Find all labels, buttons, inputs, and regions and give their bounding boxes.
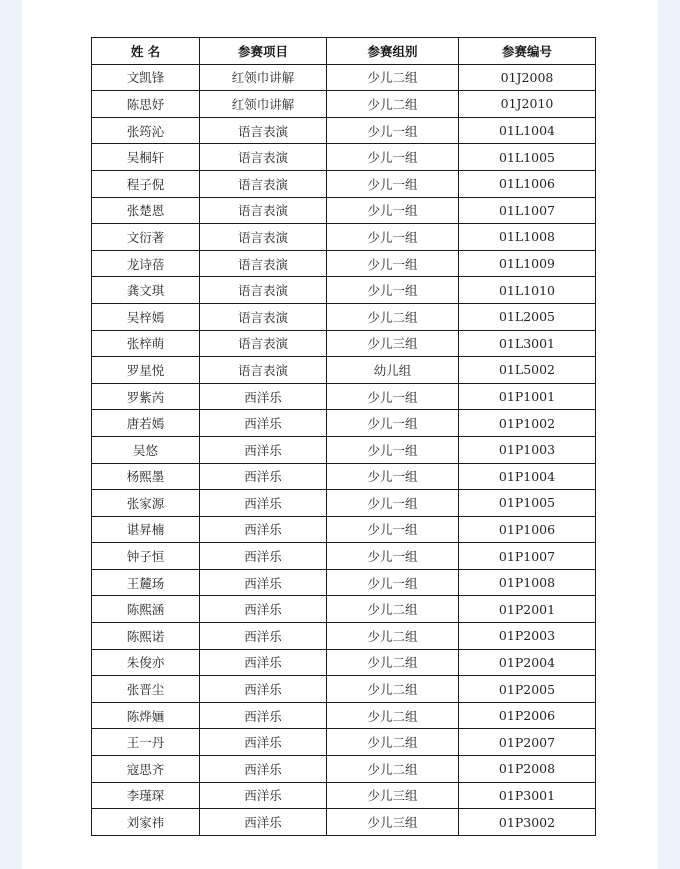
cell-number: 01P1006 bbox=[459, 516, 596, 543]
cell-number: 01P1005 bbox=[459, 490, 596, 517]
header-event: 参赛项目 bbox=[200, 38, 327, 65]
cell-name: 唐若嫣 bbox=[92, 410, 200, 437]
cell-group: 少儿三组 bbox=[327, 330, 459, 357]
cell-name: 陈烨婳 bbox=[92, 702, 200, 729]
cell-event: 语言表演 bbox=[200, 303, 327, 330]
cell-number: 01L1009 bbox=[459, 250, 596, 277]
header-name: 姓 名 bbox=[92, 38, 200, 65]
cell-name: 谌昇楠 bbox=[92, 516, 200, 543]
cell-event: 西洋乐 bbox=[200, 410, 327, 437]
cell-name: 钟子恒 bbox=[92, 543, 200, 570]
table-row bbox=[92, 623, 596, 650]
cell-event: 西洋乐 bbox=[200, 543, 327, 570]
cell-event: 红领巾讲解 bbox=[200, 64, 327, 91]
cell-number: 01P2008 bbox=[459, 756, 596, 783]
cell-name: 罗星悦 bbox=[92, 357, 200, 384]
cell-name: 陈熙诺 bbox=[92, 623, 200, 650]
table-row bbox=[92, 330, 596, 357]
table-row bbox=[92, 702, 596, 729]
cell-group: 少儿一组 bbox=[327, 170, 459, 197]
table-row bbox=[92, 569, 596, 596]
cell-number: 01P1003 bbox=[459, 436, 596, 463]
cell-group: 少儿一组 bbox=[327, 490, 459, 517]
cell-name: 李瑾琛 bbox=[92, 782, 200, 809]
table-header-row bbox=[92, 38, 596, 65]
table-row bbox=[92, 596, 596, 623]
table-row bbox=[92, 170, 596, 197]
cell-name: 程子倪 bbox=[92, 170, 200, 197]
cell-name: 张家源 bbox=[92, 490, 200, 517]
cell-event: 西洋乐 bbox=[200, 383, 327, 410]
cell-number: 01P2001 bbox=[459, 596, 596, 623]
table-row bbox=[92, 490, 596, 517]
cell-event: 西洋乐 bbox=[200, 676, 327, 703]
cell-number: 01P2005 bbox=[459, 676, 596, 703]
cell-number: 01L1004 bbox=[459, 117, 596, 144]
table-row bbox=[92, 224, 596, 251]
cell-name: 文凯锋 bbox=[92, 64, 200, 91]
cell-group: 少儿二组 bbox=[327, 596, 459, 623]
cell-number: 01P1008 bbox=[459, 569, 596, 596]
cell-group: 少儿一组 bbox=[327, 277, 459, 304]
cell-event: 西洋乐 bbox=[200, 490, 327, 517]
table-row bbox=[92, 782, 596, 809]
table-row bbox=[92, 649, 596, 676]
cell-number: 01L3001 bbox=[459, 330, 596, 357]
cell-group: 少儿三组 bbox=[327, 782, 459, 809]
cell-group: 少儿二组 bbox=[327, 303, 459, 330]
cell-group: 少儿一组 bbox=[327, 516, 459, 543]
cell-event: 西洋乐 bbox=[200, 729, 327, 756]
table-row bbox=[92, 303, 596, 330]
cell-event: 西洋乐 bbox=[200, 623, 327, 650]
cell-number: 01L1010 bbox=[459, 277, 596, 304]
cell-number: 01P3001 bbox=[459, 782, 596, 809]
cell-name: 张梓萌 bbox=[92, 330, 200, 357]
cell-event: 语言表演 bbox=[200, 197, 327, 224]
cell-name: 陈思妤 bbox=[92, 91, 200, 118]
cell-name: 寇思齐 bbox=[92, 756, 200, 783]
cell-event: 西洋乐 bbox=[200, 702, 327, 729]
cell-name: 张晋尘 bbox=[92, 676, 200, 703]
cell-event: 西洋乐 bbox=[200, 436, 327, 463]
table-row bbox=[92, 516, 596, 543]
cell-event: 语言表演 bbox=[200, 170, 327, 197]
table-row bbox=[92, 809, 596, 836]
cell-group: 少儿一组 bbox=[327, 410, 459, 437]
cell-event: 语言表演 bbox=[200, 144, 327, 171]
table-row bbox=[92, 117, 596, 144]
cell-group: 少儿二组 bbox=[327, 729, 459, 756]
cell-name: 陈熙涵 bbox=[92, 596, 200, 623]
table-row bbox=[92, 756, 596, 783]
cell-event: 西洋乐 bbox=[200, 596, 327, 623]
cell-name: 张筠沁 bbox=[92, 117, 200, 144]
header-number: 参赛编号 bbox=[459, 38, 596, 65]
participant-table bbox=[91, 37, 596, 836]
cell-event: 语言表演 bbox=[200, 277, 327, 304]
cell-group: 少儿一组 bbox=[327, 463, 459, 490]
cell-name: 张楚恩 bbox=[92, 197, 200, 224]
table-row bbox=[92, 277, 596, 304]
cell-group: 少儿二组 bbox=[327, 702, 459, 729]
table-body bbox=[92, 64, 596, 835]
cell-number: 01L5002 bbox=[459, 357, 596, 384]
cell-name: 朱俊亦 bbox=[92, 649, 200, 676]
cell-event: 语言表演 bbox=[200, 330, 327, 357]
cell-name: 罗紫芮 bbox=[92, 383, 200, 410]
cell-group: 幼儿组 bbox=[327, 357, 459, 384]
table-row bbox=[92, 250, 596, 277]
cell-name: 吴桐轩 bbox=[92, 144, 200, 171]
cell-number: 01P2006 bbox=[459, 702, 596, 729]
cell-number: 01P1007 bbox=[459, 543, 596, 570]
cell-number: 01L1008 bbox=[459, 224, 596, 251]
table-row bbox=[92, 463, 596, 490]
cell-event: 语言表演 bbox=[200, 357, 327, 384]
cell-event: 西洋乐 bbox=[200, 649, 327, 676]
cell-name: 杨熙墨 bbox=[92, 463, 200, 490]
cell-number: 01P2007 bbox=[459, 729, 596, 756]
cell-event: 红领巾讲解 bbox=[200, 91, 327, 118]
cell-number: 01L2005 bbox=[459, 303, 596, 330]
cell-event: 西洋乐 bbox=[200, 463, 327, 490]
cell-group: 少儿二组 bbox=[327, 623, 459, 650]
cell-number: 01P1002 bbox=[459, 410, 596, 437]
cell-event: 西洋乐 bbox=[200, 809, 327, 836]
table-row bbox=[92, 64, 596, 91]
cell-number: 01L1005 bbox=[459, 144, 596, 171]
cell-name: 文衍著 bbox=[92, 224, 200, 251]
cell-group: 少儿二组 bbox=[327, 756, 459, 783]
cell-group: 少儿一组 bbox=[327, 569, 459, 596]
cell-number: 01P1004 bbox=[459, 463, 596, 490]
cell-event: 语言表演 bbox=[200, 117, 327, 144]
table-row bbox=[92, 436, 596, 463]
cell-event: 西洋乐 bbox=[200, 516, 327, 543]
table-row bbox=[92, 91, 596, 118]
cell-number: 01P2003 bbox=[459, 623, 596, 650]
cell-name: 吴梓嫣 bbox=[92, 303, 200, 330]
table-row bbox=[92, 410, 596, 437]
cell-event: 西洋乐 bbox=[200, 569, 327, 596]
cell-group: 少儿一组 bbox=[327, 436, 459, 463]
cell-number: 01P1001 bbox=[459, 383, 596, 410]
header-group: 参赛组别 bbox=[327, 38, 459, 65]
table-row bbox=[92, 197, 596, 224]
cell-group: 少儿二组 bbox=[327, 91, 459, 118]
cell-group: 少儿二组 bbox=[327, 676, 459, 703]
cell-number: 01L1007 bbox=[459, 197, 596, 224]
table-row bbox=[92, 144, 596, 171]
table-row bbox=[92, 676, 596, 703]
cell-number: 01L1006 bbox=[459, 170, 596, 197]
cell-number: 01P2004 bbox=[459, 649, 596, 676]
cell-event: 语言表演 bbox=[200, 224, 327, 251]
cell-name: 吴悠 bbox=[92, 436, 200, 463]
cell-name: 王麓玚 bbox=[92, 569, 200, 596]
cell-group: 少儿一组 bbox=[327, 250, 459, 277]
cell-number: 01J2010 bbox=[459, 91, 596, 118]
cell-event: 西洋乐 bbox=[200, 756, 327, 783]
cell-group: 少儿一组 bbox=[327, 224, 459, 251]
cell-number: 01P3002 bbox=[459, 809, 596, 836]
cell-group: 少儿一组 bbox=[327, 117, 459, 144]
cell-group: 少儿二组 bbox=[327, 649, 459, 676]
cell-group: 少儿一组 bbox=[327, 197, 459, 224]
cell-name: 龚文琪 bbox=[92, 277, 200, 304]
cell-event: 语言表演 bbox=[200, 250, 327, 277]
document-page bbox=[22, 0, 658, 869]
cell-name: 龙诗蓓 bbox=[92, 250, 200, 277]
cell-event: 西洋乐 bbox=[200, 782, 327, 809]
cell-group: 少儿一组 bbox=[327, 543, 459, 570]
cell-name: 刘家祎 bbox=[92, 809, 200, 836]
cell-name: 王一丹 bbox=[92, 729, 200, 756]
table-row bbox=[92, 543, 596, 570]
cell-group: 少儿一组 bbox=[327, 383, 459, 410]
cell-group: 少儿三组 bbox=[327, 809, 459, 836]
table-row bbox=[92, 357, 596, 384]
cell-number: 01J2008 bbox=[459, 64, 596, 91]
cell-group: 少儿二组 bbox=[327, 64, 459, 91]
cell-group: 少儿一组 bbox=[327, 144, 459, 171]
table-row bbox=[92, 729, 596, 756]
table-row bbox=[92, 383, 596, 410]
